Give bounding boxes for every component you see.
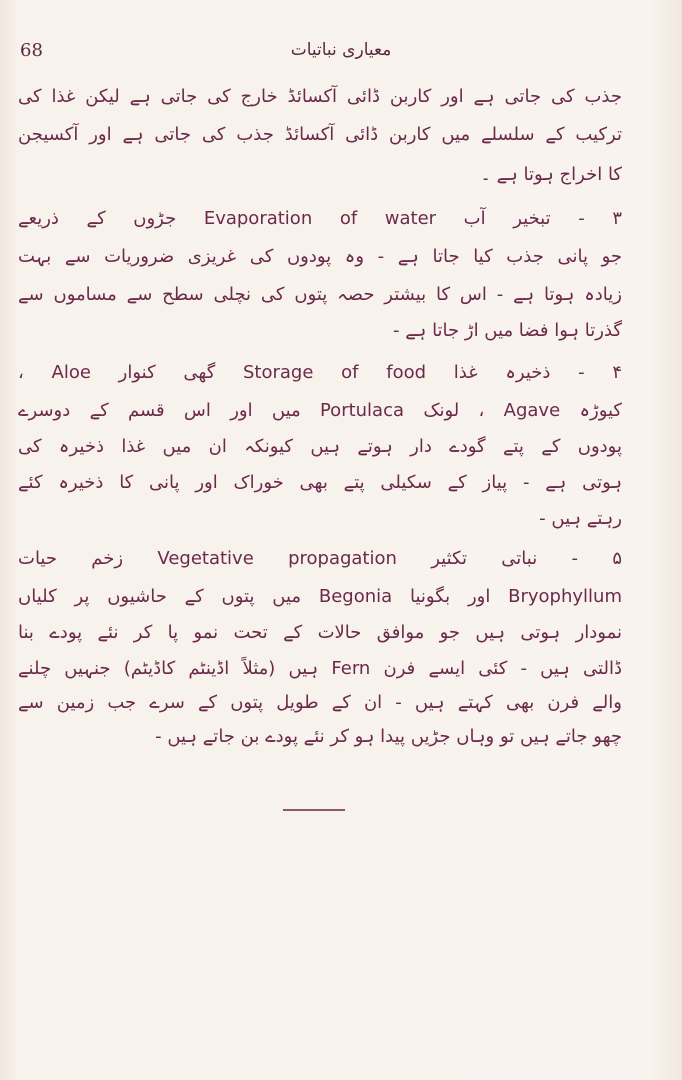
text-line: چھو جاتے ہیں تو وہاں جڑیں پیدا ہو کر نئے پودے بن جاتے ہیں -: [155, 726, 622, 747]
text-line: کا اخراج ہوتا ہے ۔: [480, 164, 622, 185]
text-line: Bryophyllum اور بگونیا Begonia میں پتوں کے حاشیوں پر کلیاں: [18, 586, 622, 607]
text-line: زیادہ ہوتا ہے - اس کا بیشتر حصہ پتوں کی نچلی سطح سے مساموں سے: [18, 284, 622, 305]
section-heading-storage: ۴ - ذخیرہ غذا Storage of food گھی کنوار Aloe ،: [18, 362, 622, 383]
section-heading-evaporation: ۳ - تبخیر آب Evaporation of water جڑوں کے ذریعے: [18, 208, 622, 229]
text-line: ترکیب کے سلسلے میں کاربن ڈائی آکسائڈ جذب کی جاتی ہے اور آکسیجن: [18, 124, 622, 145]
text-line: ڈالتی ہیں - کئی ایسے فرن Fern ہیں (مثلاً اڈینٹم کاڈیٹم) جنہیں چلنے: [18, 658, 622, 679]
text-line: پودوں کے پتے گودے دار ہوتے ہیں کیونکہ ان میں غذا ذخیرہ کی: [18, 436, 622, 457]
text-line: نمودار ہوتی ہیں جو موافق حالات کے تحت نمو پا کر نئے پودے بنا: [18, 622, 622, 643]
text-line: ہوتی ہے - پیاز کے سکیلی پتے بھی خوراک اور پانی کا ذخیرہ کئے: [18, 472, 622, 493]
end-rule: [283, 809, 345, 811]
text-line: گذرتا ہوا فضا میں اڑ جاتا ہے -: [393, 320, 622, 341]
section-heading-propagation: ۵ - نباتی تکثیر Vegetative propagation زخم حیات: [18, 548, 622, 569]
text-line: کیوڑہ Agave ، لونک Portulaca میں اور اس قسم کے دوسرے: [18, 400, 622, 421]
text-line: جو پانی جذب کیا جاتا ہے - وہ پودوں کی غریزی ضروریات سے بہت: [18, 246, 622, 267]
text-line: والے فرن بھی کہتے ہیں - ان کے طویل پتوں کے سرے جب زمین سے: [18, 692, 622, 713]
page-number: 68: [20, 40, 43, 61]
text-line: رہتے ہیں -: [539, 508, 622, 529]
text-line: جذب کی جاتی ہے اور کاربن ڈائی آکسائڈ خارج کی جاتی ہے لیکن غذا کی: [18, 86, 622, 107]
running-title: معیاری نباتیات: [290, 40, 392, 60]
